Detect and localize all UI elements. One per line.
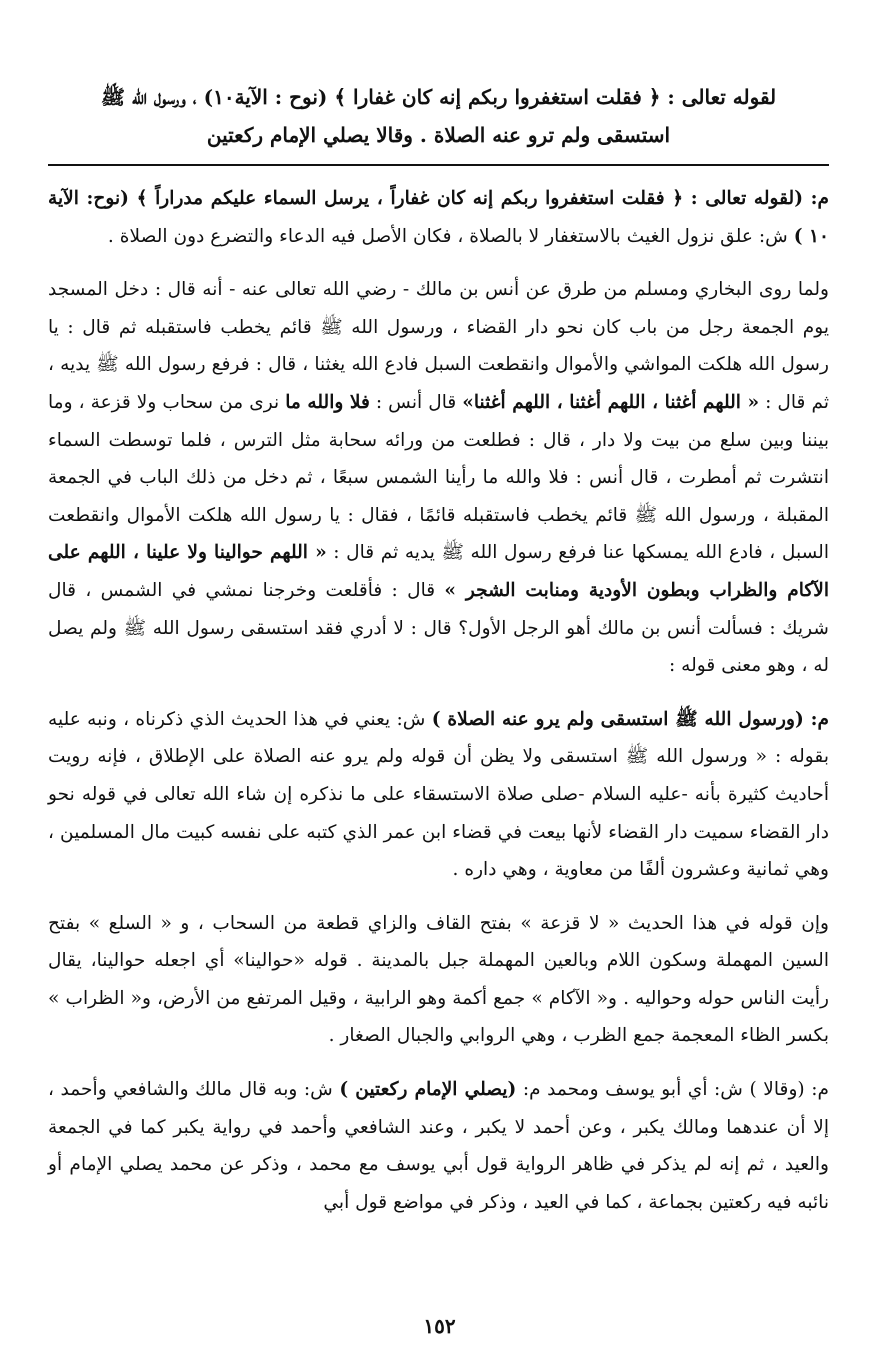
hadith-text: قال : فأقلعت وخرجنا نمشي في الشمس ، قال شريك : فسألت أنس بن مالك أهو الرجل الأول؟ قال : لا أدري فقد استسقى رسول الله ﷺ ولم يصل له ، وهو معنى قوله : (48, 579, 829, 677)
hadith-text: قال أنس : (369, 391, 463, 413)
hadith-text: نرى من سحاب ولا قزعة ، وما بيننا وبين سلع من بيت ولا دار ، قال : فطلعت من ورائه سحابة مثل الترس ، فلما توسطت السماء انتشرت ثم أمطرت ، قال أنس : فلا والله ما رأينا الشمس سبعًا ، ثم دخل من ذلك الباب في الجمعة المقبلة ، ورسول الله ﷺ قائم يخطب فاستقبله قائمًا ، فقال : يا رسول الله هلكت الأموال وانقطعت السبل ، فادع الله يمسكها عنا فرفع رسول الله ﷺ يديه ثم قال : (48, 391, 829, 564)
hadith-paragraph (48, 271, 829, 685)
hadith-text: ولما روى البخاري ومسلم من طرق عن أنس بن مالك - رضي الله تعالى عنه - أنه قال : دخل المسجد يوم الجمعة رجل من باب كان نحو دار القضاء ، ورسول الله ﷺ قائم يخطب فاستقبله ثم قال : يا رسول الله هلكت المواشي والأموال وانقطعت السبل فادع الله يغثنا ، قال : فرفع رسول الله ﷺ يديه ، ثم قال : (48, 279, 829, 413)
hadith-dua-bold-1: « اللهم أغثنا ، اللهم أغثنا ، اللهم أغثنا» (462, 391, 760, 413)
quoted-text-bold: م: (ورسول الله ﷺ استسقى ولم يرو عنه الصلاة ) (431, 708, 829, 730)
quoted-text-bold: م: (لقوله تعالى : ﴿ فقلت استغفروا ربكم إنه كان غفاراً ، يرسل السماء عليكم مدراراً ﴾ (نوح: الآية ١٠ ) (48, 188, 829, 247)
heading-line-1: لقوله تعالى : ﴿ فقلت استغفروا ربكم إنه كان غفارا ﴾ (نوح : الآية١٠) ، ورسول الله ﷺ (100, 85, 777, 109)
page-heading (48, 78, 829, 154)
hadith-dua-bold-2: « اللهم حوالينا ولا علينا ، اللهم على الآكام والظراب وبطون الأودية ومنابت الشجر » (48, 542, 829, 601)
commentary-paragraph-1 (48, 180, 829, 255)
commentary-text: م: (وقالا ) ش: أي أبو يوسف ومحمد م: (516, 1079, 829, 1101)
commentary-paragraph-3 (48, 1071, 829, 1221)
quoted-text-bold: (يصلي الإمام ركعتين ) (339, 1079, 517, 1101)
commentary-text: ش: علق نزول الغيث بالاستغفار لا بالصلاة ، فكان الأصل فيه الدعاء والتضرع دون الصلاة . (107, 225, 794, 247)
glossary-paragraph (48, 905, 829, 1055)
commentary-paragraph-2 (48, 701, 829, 889)
commentary-text: ش: يعني في هذا الحديث الذي ذكرناه ، ونبه عليه بقوله : « ورسول الله ﷺ استسقى ولا يظن أن قوله ولم يرو عنه الصلاة على الإطلاق ، فإنه رويت أحاديث كثيرة بأنه -عليه السلام -صلى صلاة الاستسقاء على ما نذكره إن شاء الله تعالى في قوله نحو دار القضاء سميت دار القضاء لأنها بيعت في قضاء ابن عمر الذي كتبه على نفسه كبيت مال المسلمين ، وهي ثمانية وعشرون ألفًا من معاوية ، وهي داره . (48, 708, 829, 881)
heading-line-2: استسقى ولم ترو عنه الصلاة . وقالا يصلي الإمام ركعتين (206, 123, 671, 147)
commentary-text: ش: وبه قال مالك والشافعي وأحمد ، إلا أن عندهما ومالك يكبر ، وعن أحمد لا يكبر ، وعند الشافعي وأحمد في رواية يكبر كما في الجمعة والعيد ، ثم إنه لم يذكر في ظاهر الرواية قول أبي يوسف مع محمد ، وذكر عن محمد يصلي الإمام أو نائبه فيه ركعتين بجماعة ، كما في العيد ، وذكر في مواضع قول أبي (48, 1079, 829, 1213)
page-number: ١٥٢ (423, 1314, 456, 1338)
hadith-oath-bold: فلا والله ما (285, 391, 370, 413)
heading-divider (48, 164, 829, 166)
glossary-text: وإن قوله في هذا الحديث « لا قزعة » بفتح القاف والزاي قطعة من السحاب ، و « السلع » بفتح السين المهملة وسكون اللام وبالعين المهملة جبل بالمدينة . قوله «حوالينا» أي اجعله حوالينا، يقال رأيت الناس حوله وحواليه . و« الآكام » جمع أكمة وهو الرابية ، وقيل المرتفع من الأرض، و« الظراب » بكسر الظاء المعجمة جمع الظرب ، وهي الروابي والجبال الصغار . (48, 912, 829, 1047)
